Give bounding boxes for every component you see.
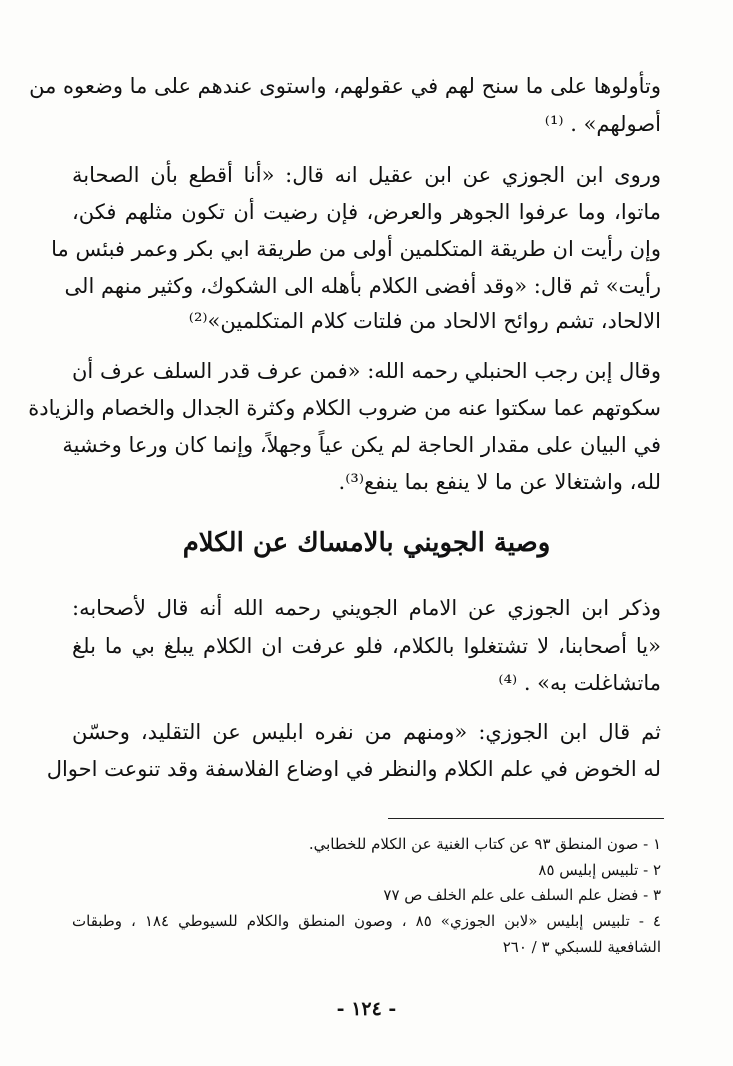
body-line: ماتوا، وما عرفوا الجوهر والعرض، فإن رضيت أن تكون مثلهم فكن، (72, 200, 661, 224)
section-heading: وصية الجويني بالامساك عن الكلام (182, 528, 551, 558)
footnote-separator (388, 818, 664, 819)
footnote: ٣ - فضل علم السلف على علم الخلف ص ٧٧ (383, 886, 661, 904)
body-line: وروى ابن الجوزي عن ابن عقيل انه قال: «أنا أقطع بأن الصحابة (72, 163, 661, 187)
body-line: أصولهم» . ⁽¹⁾ (544, 112, 661, 136)
body-line: وذكر ابن الجوزي عن الامام الجويني رحمه الله أنه قال لأصحابه: (72, 596, 661, 620)
body-line: رأيت» ثم قال: «وقد أفضى الكلام بأهله الى الشكوك، وكثير منهم الى (64, 274, 661, 298)
footnote: الشافعية للسبكي ٣ / ٢٦٠ (502, 938, 661, 956)
body-line: الالحاد، تشم روائح الالحاد من فلتات كلام المتكلمين»⁽²⁾ (188, 309, 661, 333)
body-line: له الخوض في علم الكلام والنظر في اوضاع الفلاسفة وقد تنوعت احوال (46, 757, 661, 781)
body-line: لله، واشتغالا عن ما لا ينفع بما ينفع⁽³⁾. (338, 470, 661, 494)
footnote: ٢ - تلبيس إبليس ٨٥ (538, 861, 661, 879)
footnote: ١ - صون المنطق ٩٣ عن كتاب الغنية عن الكلام للخطابي. (308, 835, 661, 853)
body-line: وقال إبن رجب الحنبلي رحمه الله: «فمن عرف قدر السلف عرف أن (72, 359, 661, 383)
body-line: «يا أصحابنا، لا تشتغلوا بالكلام، فلو عرفت ان الكلام يبلغ بي ما بلغ (72, 634, 661, 658)
body-line: وتأولوها على ما سنح لهم في عقولهم، واستوى عندهم على ما وضعوه من (29, 74, 661, 98)
footnote: ٤ - تلبيس إبليس «لابن الجوزي» ٨٥ ، وصون المنطق والكلام للسيوطي ١٨٤ ، وطبقات (72, 912, 661, 930)
page-number: - ١٢٤ - (336, 998, 397, 1020)
body-line: في البيان على مقدار الحاجة لم يكن عياً وجهلاً، وإنما كان ورعا وخشية (62, 433, 661, 457)
body-line: سكوتهم عما سكتوا عنه من ضروب الكلام وكثرة الجدال والخصام والزيادة (28, 396, 661, 420)
body-line: ماتشاغلت به» . ⁽⁴⁾ (498, 671, 661, 695)
body-line: وإن رأيت ان طريقة المتكلمين أولى من طريقة ابي بكر وعمر فبئس ما (51, 237, 661, 261)
body-line: ثم قال ابن الجوزي: «ومنهم من نفره ابليس عن التقليد، وحسّن (72, 720, 661, 744)
